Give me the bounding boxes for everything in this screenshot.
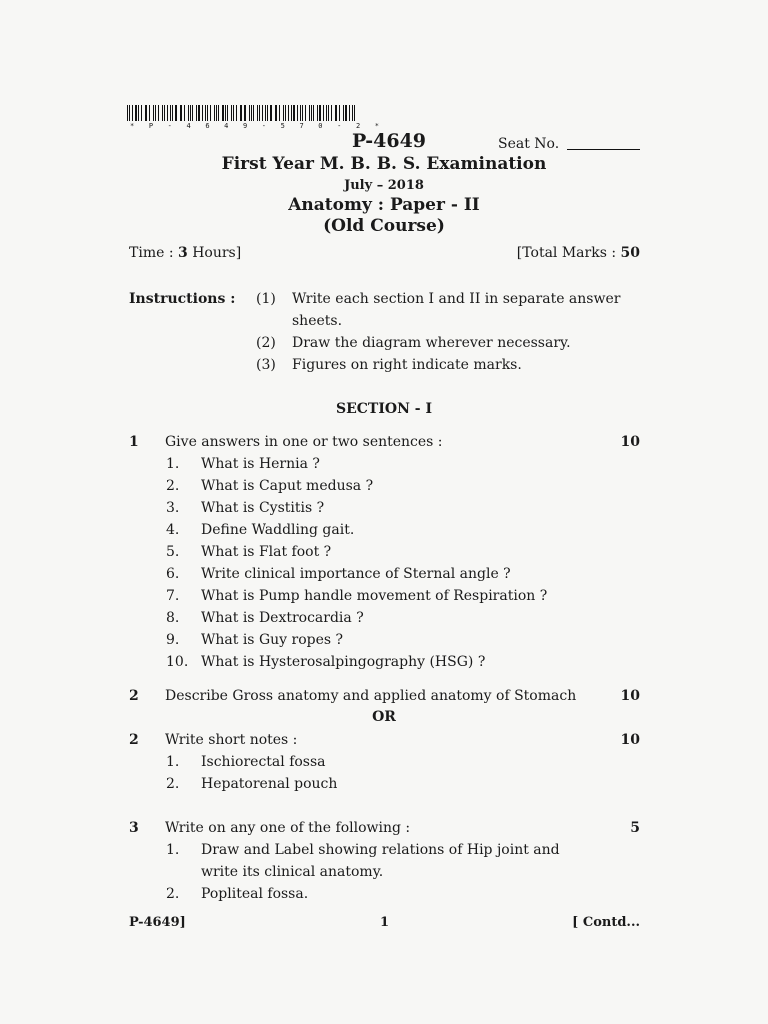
exam-title: First Year M. B. B. S. Examination xyxy=(221,154,547,174)
barcode-bar xyxy=(236,105,237,121)
or-separator: OR xyxy=(372,709,396,725)
barcode-bar xyxy=(331,105,332,121)
subquestion-number: 5. xyxy=(166,544,180,560)
subquestion-text: What is Guy ropes ? xyxy=(201,632,344,648)
instruction-text: sheets. xyxy=(292,313,343,329)
instruction-text: Write each section I and II in separate answer xyxy=(292,291,621,307)
subquestion-text: Write clinical importance of Sternal angle ? xyxy=(201,566,511,582)
time-unit: Hours] xyxy=(192,245,242,261)
continued-label: [ Contd... xyxy=(572,915,640,930)
barcode-bar xyxy=(180,105,181,121)
subquestion-number: 9. xyxy=(166,632,180,648)
barcode-bar xyxy=(293,105,295,121)
barcode-bar xyxy=(270,105,272,121)
subquestion-text: Popliteal fossa. xyxy=(201,886,309,902)
question-marks: 10 xyxy=(620,434,640,450)
barcode-bar xyxy=(275,105,276,121)
time-label: Time : xyxy=(129,245,174,261)
barcode-bar xyxy=(162,105,163,121)
barcode-bar xyxy=(339,105,340,121)
subquestion-number: 10. xyxy=(166,654,189,670)
subquestion-text: Ischiorectal fossa xyxy=(201,754,326,770)
time-allowed xyxy=(129,245,241,261)
barcode-bar xyxy=(132,105,133,121)
barcode-bar xyxy=(279,105,280,121)
barcode-bar xyxy=(253,105,254,121)
subquestion-text: What is Hernia ? xyxy=(201,456,320,472)
subject-title: Anatomy : Paper - II xyxy=(288,195,480,215)
subquestion-number: 1. xyxy=(166,842,180,858)
question-number: 2 xyxy=(129,732,139,748)
barcode-bar xyxy=(207,105,208,121)
barcode-bar xyxy=(127,105,128,121)
barcode-bar xyxy=(285,105,286,121)
subquestion-number: 2. xyxy=(166,478,180,494)
subquestion-number: 3. xyxy=(166,500,180,516)
barcode-bar xyxy=(319,105,321,121)
barcode-bar xyxy=(172,105,173,121)
barcode-bar xyxy=(326,105,327,121)
time-value: 3 xyxy=(178,245,188,261)
question-text: Describe Gross anatomy and applied anatomy of Stomach xyxy=(165,688,577,704)
instructions-label: Instructions : xyxy=(129,291,236,307)
subquestion-text: What is Dextrocardia ? xyxy=(201,610,364,626)
instruction-number: (3) xyxy=(256,357,276,373)
barcode-bar xyxy=(158,105,159,121)
total-marks xyxy=(517,245,640,261)
barcode-bar xyxy=(262,105,263,121)
barcode-bar xyxy=(181,105,182,121)
barcode-bar xyxy=(146,105,147,121)
subquestion-text: What is Flat foot ? xyxy=(201,544,332,560)
barcode-bar xyxy=(354,105,355,121)
barcode-bar xyxy=(216,105,217,121)
barcode-bar xyxy=(305,105,306,121)
barcode-bar xyxy=(309,105,310,121)
question-marks: 10 xyxy=(620,688,640,704)
barcode-bar xyxy=(214,105,215,121)
barcode-bar xyxy=(323,105,324,121)
barcode-bar xyxy=(202,105,203,121)
subquestion-number: 6. xyxy=(166,566,180,582)
question-marks: 10 xyxy=(620,732,640,748)
subquestion-number: 8. xyxy=(166,610,180,626)
instruction-text: Draw the diagram wherever necessary. xyxy=(292,335,571,351)
barcode-bar xyxy=(335,105,336,121)
subquestion-number: 4. xyxy=(166,522,180,538)
barcode-bar xyxy=(352,105,353,121)
barcode-bar xyxy=(145,105,146,121)
subquestion-number: 2. xyxy=(166,776,180,792)
barcode xyxy=(127,105,357,121)
barcode-bar xyxy=(317,105,318,121)
barcode-bar xyxy=(184,105,185,121)
footer-paper-code: P-4649] xyxy=(129,915,186,930)
barcode-bar xyxy=(170,105,171,121)
question-number: 1 xyxy=(129,434,139,450)
barcode-bar xyxy=(192,105,193,121)
barcode-bar xyxy=(241,105,242,121)
barcode-bar xyxy=(297,105,298,121)
barcode-bar xyxy=(265,105,266,121)
instruction-number: (1) xyxy=(256,291,276,307)
paper-code: P-4649 xyxy=(352,130,427,152)
barcode-bar xyxy=(276,105,277,121)
barcode-bar xyxy=(257,105,258,121)
barcode-bar xyxy=(231,105,232,121)
question-text: Write on any one of the following : xyxy=(165,820,411,836)
barcode-bar xyxy=(302,105,303,121)
barcode-bar xyxy=(218,105,219,121)
question-number: 3 xyxy=(129,820,139,836)
barcode-bar xyxy=(153,105,154,121)
subquestion-text: What is Cystitis ? xyxy=(201,500,325,516)
subquestion-text: What is Caput medusa ? xyxy=(201,478,374,494)
subquestion-number: 1. xyxy=(166,456,180,472)
barcode-bar xyxy=(141,105,142,121)
barcode-bar xyxy=(196,105,197,121)
barcode-bar xyxy=(336,105,337,121)
barcode-bar xyxy=(291,105,292,121)
subquestion-text: Hepatorenal pouch xyxy=(201,776,338,792)
barcode-bar xyxy=(205,105,206,121)
question-text: Give answers in one or two sentences : xyxy=(165,434,443,450)
barcode-bar xyxy=(225,105,226,121)
question-number: 2 xyxy=(129,688,139,704)
seat-number-line xyxy=(567,149,640,150)
section-heading: SECTION - I xyxy=(336,401,432,417)
barcode-bar xyxy=(244,105,246,121)
barcode-bar xyxy=(267,105,268,121)
barcode-bar xyxy=(227,105,228,121)
barcode-bar xyxy=(190,105,191,121)
barcode-bar xyxy=(313,105,314,121)
exam-date: July – 2018 xyxy=(344,178,424,193)
subquestion-text: Define Waddling gait. xyxy=(201,522,355,538)
subquestion-number: 1. xyxy=(166,754,180,770)
total-marks-value: 50 xyxy=(620,245,640,261)
barcode-bar xyxy=(343,105,344,121)
barcode-bar xyxy=(149,105,150,121)
barcode-bar xyxy=(222,105,224,121)
barcode-bar xyxy=(167,105,168,121)
barcode-bar xyxy=(135,105,137,121)
subquestion-text: write its clinical anatomy. xyxy=(201,864,384,880)
barcode-bar xyxy=(138,105,139,121)
barcode-bar xyxy=(155,105,157,121)
barcode-digits: * P - 4 6 4 9 - 5 7 0 - 2 * xyxy=(130,122,385,130)
total-marks-label: [Total Marks : xyxy=(516,245,617,261)
barcode-bar xyxy=(328,105,329,121)
barcode-bar xyxy=(349,105,350,121)
barcode-bar xyxy=(188,105,189,121)
barcode-bar xyxy=(251,105,252,121)
instruction-text: Figures on right indicate marks. xyxy=(292,357,522,373)
subquestion-text: What is Pump handle movement of Respiration ? xyxy=(201,588,548,604)
barcode-bar xyxy=(311,105,312,121)
barcode-bar xyxy=(249,105,250,121)
barcode-bar xyxy=(129,105,130,121)
barcode-bar xyxy=(164,105,165,121)
barcode-bar xyxy=(300,105,301,121)
barcode-bar xyxy=(175,105,177,121)
course-title: (Old Course) xyxy=(323,216,445,236)
question-text: Write short notes : xyxy=(165,732,298,748)
barcode-bar xyxy=(198,105,200,121)
barcode-bar xyxy=(233,105,234,121)
seat-label: Seat No. xyxy=(498,136,560,152)
barcode-bar xyxy=(283,105,284,121)
barcode-bar xyxy=(210,105,211,121)
barcode-bar xyxy=(288,105,289,121)
barcode-bar xyxy=(259,105,260,121)
question-marks: 5 xyxy=(630,820,640,836)
instruction-number: (2) xyxy=(256,335,276,351)
page-number: 1 xyxy=(380,915,390,930)
barcode-bar xyxy=(240,105,241,121)
subquestion-text: Draw and Label showing relations of Hip joint and xyxy=(201,842,560,858)
subquestion-number: 7. xyxy=(166,588,180,604)
barcode-bar xyxy=(345,105,347,121)
subquestion-number: 2. xyxy=(166,886,180,902)
subquestion-text: What is Hysterosalpingography (HSG) ? xyxy=(201,654,486,670)
